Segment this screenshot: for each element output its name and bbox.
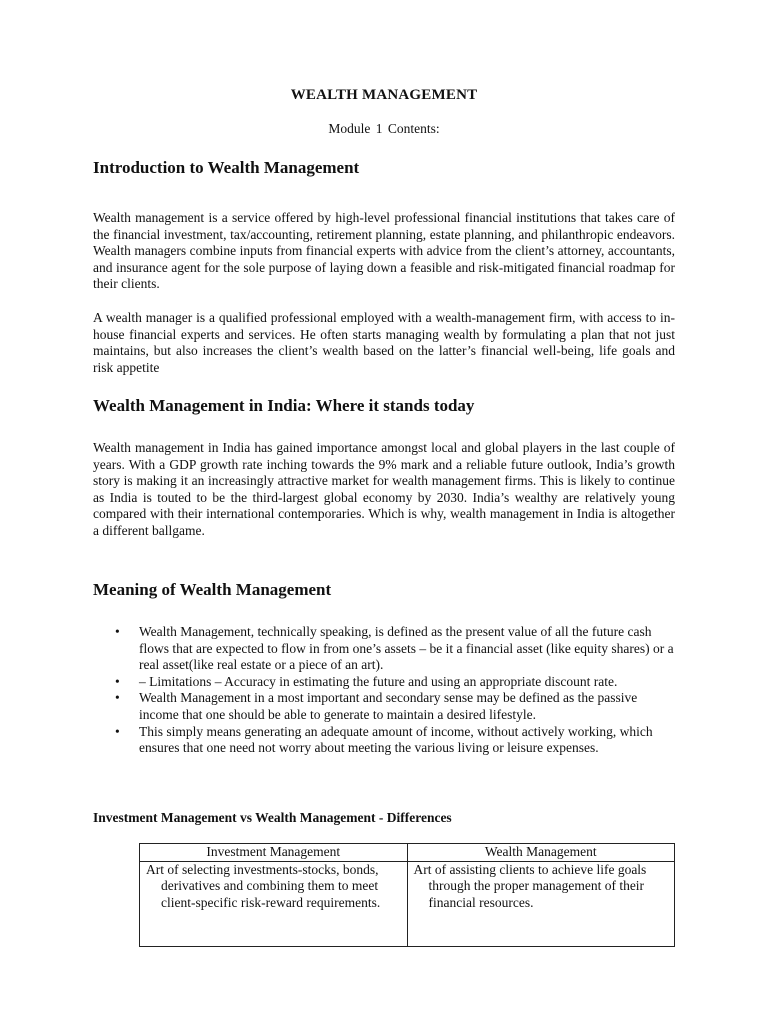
list-item-text: Wealth Management, technically speaking, is defined as the present value of all the future cash flows that are expected to flow in from one’s assets – be it a financial asset (like equity shares) or a real asset(like real estate or a piece of an art). <box>139 624 674 673</box>
cell-text: Art of selecting investments-stocks, bonds, derivatives and combining them to meet client-specific risk-reward requirements. <box>146 861 381 910</box>
list-item-text: This simply means generating an adequate amount of income, without actively working, which ensures that one need not worry about meeting the various living or leisure expenses. <box>139 723 653 756</box>
intro-paragraph-1: Wealth management is a service offered by high-level professional financial institutions that takes care of the financial investment, tax/accounting, retirement planning, estate planning, and philanthropic endeavors. Wealth managers combine inputs from financial experts with advice from the client’s attorney, accountants, and insurance agent for the sole purpose of laying down a feasible and risk-mitigated financial roadmap for their clients. <box>93 210 675 292</box>
list-item <box>93 724 675 757</box>
list-item-text: Wealth Management in a most important and secondary sense may be defined as the passive income that one should be able to generate to maintain a desired lifestyle. <box>139 690 638 722</box>
list-item <box>93 674 675 691</box>
list-item <box>93 690 675 723</box>
bullet-icon: • <box>115 673 120 689</box>
bullet-icon: • <box>115 723 120 739</box>
column-header-investment: Investment Management <box>140 844 408 862</box>
section-heading-introduction: Introduction to Wealth Management <box>93 158 360 177</box>
list-item <box>93 624 675 674</box>
table-row <box>140 861 675 946</box>
section-heading-india: Wealth Management in India: Where it stands today <box>93 396 475 415</box>
bullet-icon: • <box>115 624 120 639</box>
document-title: WEALTH MANAGEMENT <box>290 87 478 103</box>
intro-paragraph-2: A wealth manager is a qualified professional employed with a wealth-management firm, with access to in-house financial experts and services. He often starts managing wealth by formulating a plan that not just maintains, but also increases the client’s wealth based on the latter’s financial well-being, life goals and risk appetite <box>93 310 675 375</box>
document-subtitle: Module 1 Contents: <box>328 121 440 136</box>
india-paragraph: Wealth management in India has gained importance amongst local and global players in the last couple of years. With a GDP growth rate inching towards the 9% mark and a reliable future outlook, India’s growth story is making it an increasingly attractive market for wealth management firms. This is likely to continue as India is touted to be the third-largest global economy by 2030. India’s wealthy are relatively young compared with their international contemporaries. Which is why, wealth management in India is altogether a different ballgame. <box>93 440 675 538</box>
cell-text: Art of assisting clients to achieve life goals through the proper management of their financial resources. <box>413 861 647 910</box>
differences-table <box>139 843 675 947</box>
list-item-text: – Limitations – Accuracy in estimating the future and using an appropriate discount rate. <box>139 673 618 689</box>
section-heading-meaning: Meaning of Wealth Management <box>93 580 332 599</box>
table-header-row <box>140 844 675 862</box>
table-cell-investment <box>140 861 408 946</box>
table-cell-wealth <box>407 861 675 946</box>
section-heading-differences: Investment Management vs Wealth Management - Differences <box>93 810 452 825</box>
bullet-icon: • <box>115 690 120 706</box>
column-header-wealth: Wealth Management <box>407 844 675 862</box>
meaning-bullet-list <box>93 624 675 757</box>
